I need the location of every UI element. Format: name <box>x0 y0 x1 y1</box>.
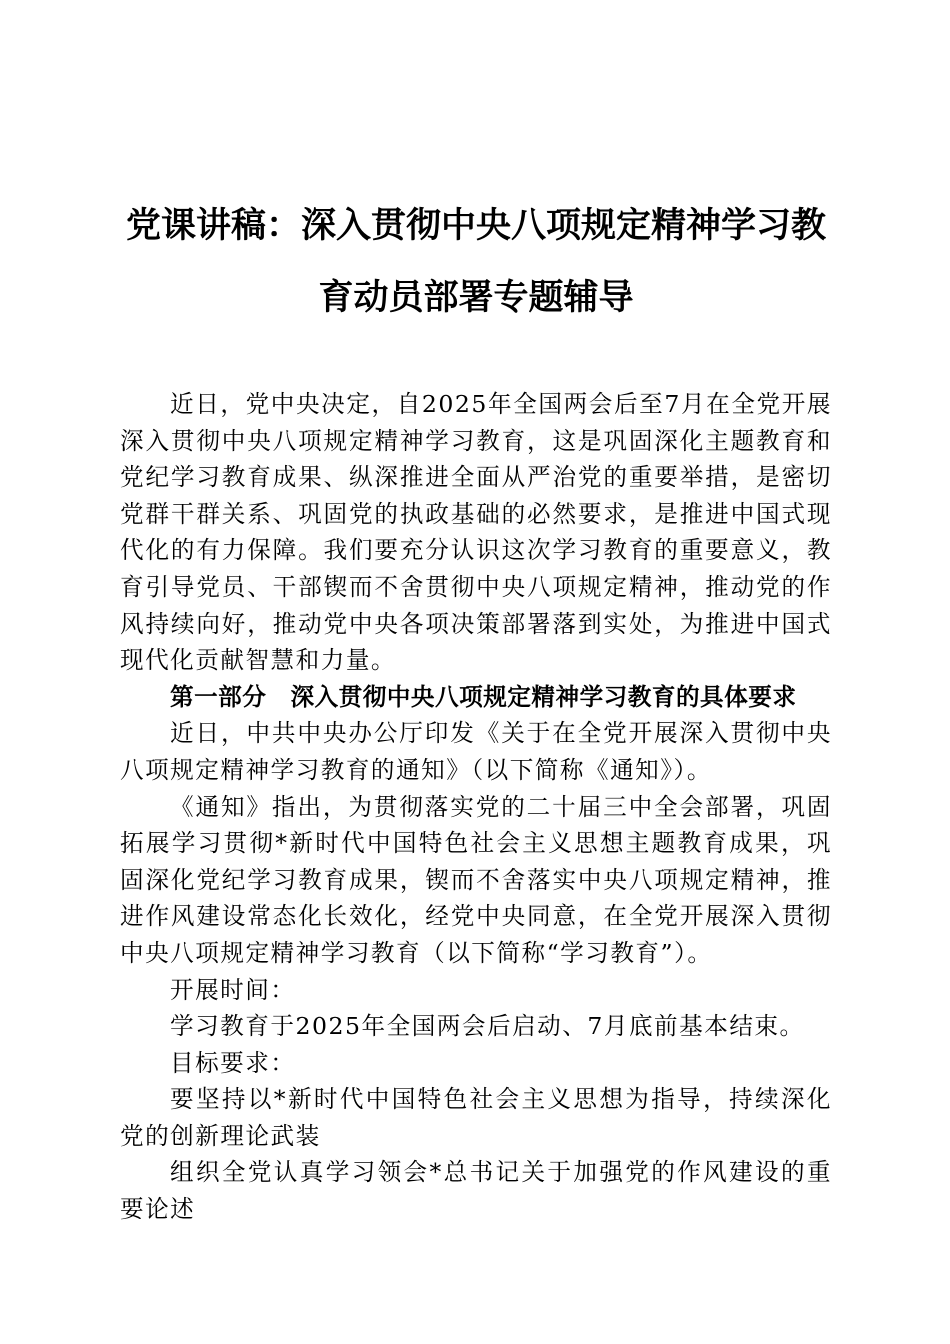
document-title <box>120 190 832 334</box>
document-title-line-1: 党课讲稿：深入贯彻中央八项规定精神学习教 <box>125 205 826 246</box>
section-1-paragraph-purpose: 《通知》指出，为贯彻落实党的二十届三中全会部署，巩固拓展学习贯彻*新时代中国特色社会主义思想主题教育成果，巩固深化党纪学习教育成果，锲而不舍落实中央八项规定精神，推进作风建设常态化长效化，经党中央同意，在全党开展深入贯彻中央八项规定精神学习教育（以下简称“学习教育”）。 <box>120 792 832 967</box>
section-1-label-time: 开展时间： <box>170 975 296 1004</box>
section-1-paragraph-goal-1: 要坚持以*新时代中国特色社会主义思想为指导，持续深化党的创新理论武装 <box>120 1085 832 1150</box>
intro-paragraph: 近日，党中央决定，自2025年全国两会后至7月在全党开展深入贯彻中央八项规定精神学习教育，这是巩固深化主题教育和党纪学习教育成果、纵深推进全面从严治党的重要举措，是密切党群干群关系、巩固党的执政基础的必然要求，是推进中国式现代化的有力保障。我们要充分认识这次学习教育的重要意义，教育引导党员、干部锲而不舍贯彻中央八项规定精神，推动党的作风持续向好，推动党中央各项决策部署落到实处，为推进中国式现代化贡献智慧和力量。 <box>120 390 832 675</box>
section-1-paragraph-time: 学习教育于2025年全国两会后启动、7月底前基本结束。 <box>170 1012 805 1041</box>
section-1-paragraph-goal-2: 组织全党认真学习领会*总书记关于加强党的作风建设的重要论述 <box>120 1158 832 1224</box>
document-title-line-2: 育动员部署专题辅导 <box>318 277 634 318</box>
section-1-paragraph-notice: 近日，中共中央办公厅印发《关于在全党开展深入贯彻中央八项规定精神学习教育的通知》（以下简称《通知》）。 <box>120 719 832 784</box>
section-1-label-goals: 目标要求： <box>170 1048 296 1077</box>
section-1-heading: 第一部分 深入贯彻中央八项规定精神学习教育的具体要求 <box>170 682 797 711</box>
